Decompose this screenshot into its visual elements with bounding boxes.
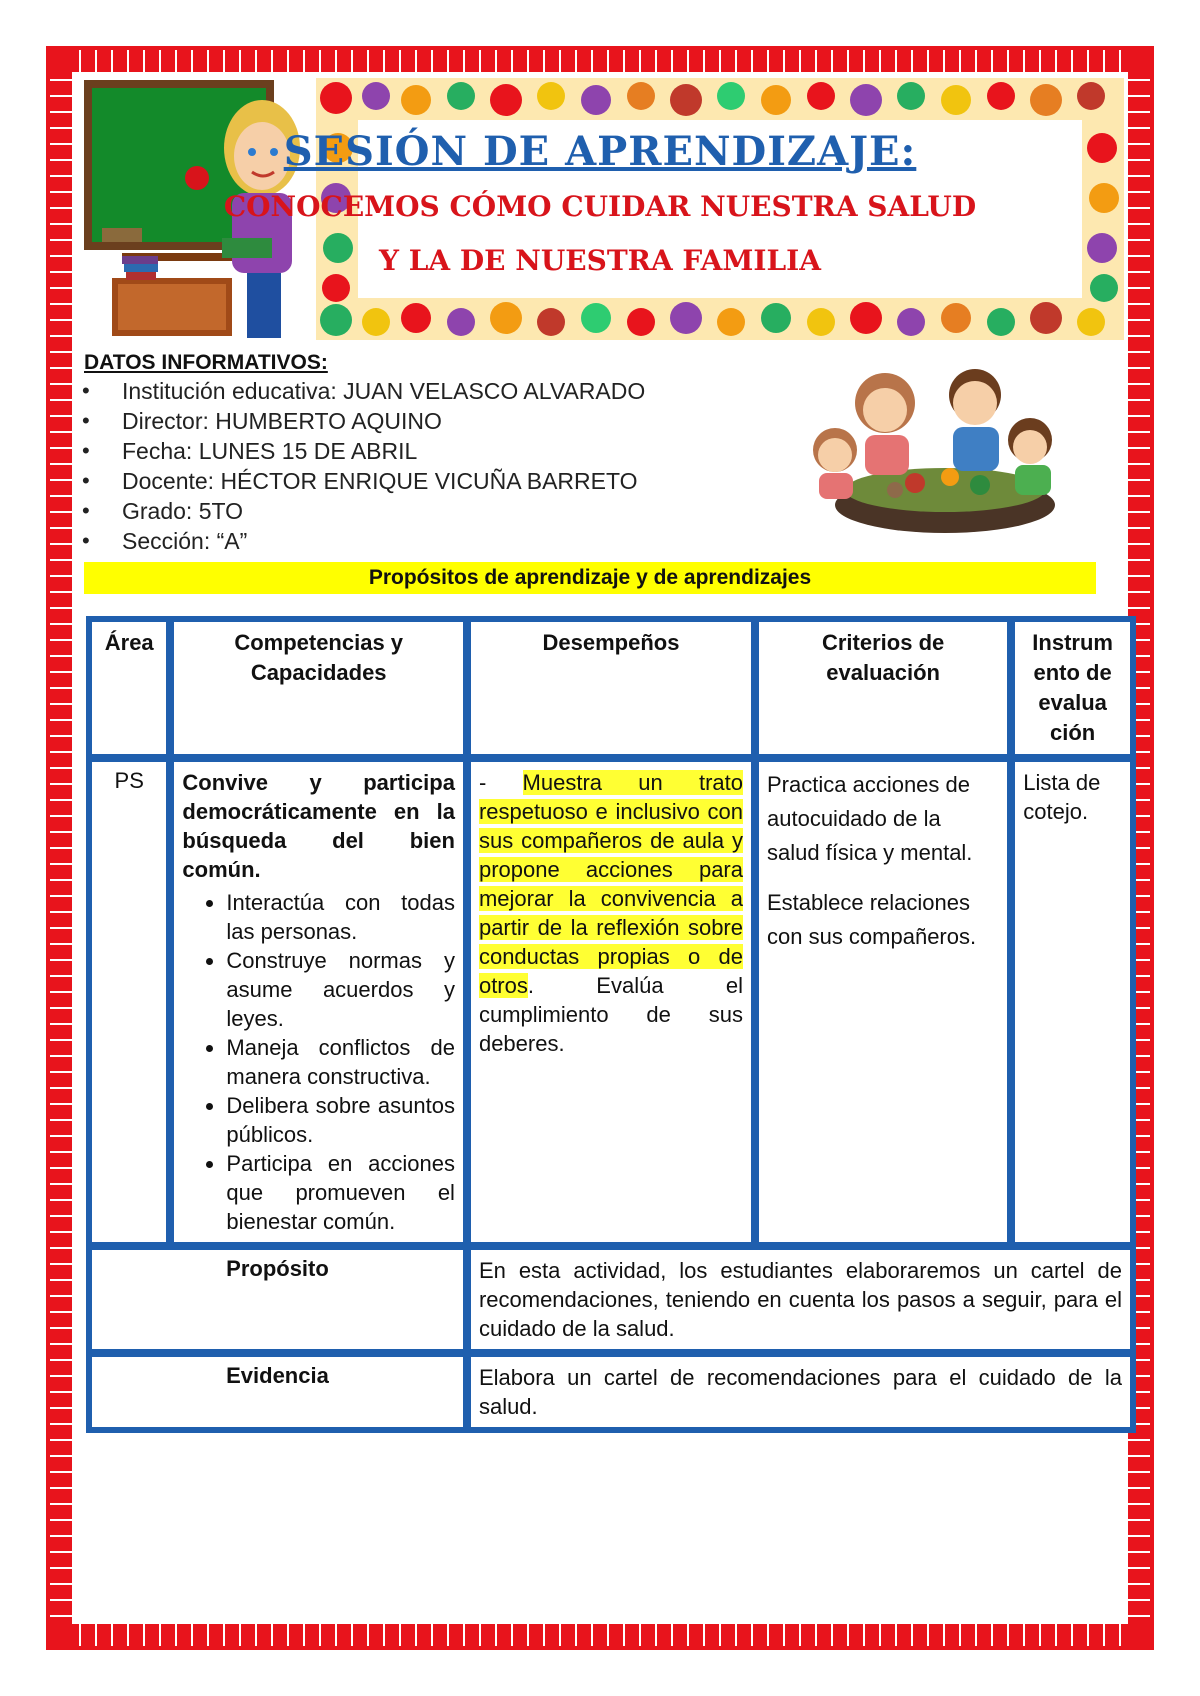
border-zigzag-bottom bbox=[72, 1624, 1128, 1646]
session-title: SESIÓN DE APRENDIZAJE: bbox=[283, 128, 917, 175]
session-subtitle-line-1: CONOCEMOS CÓMO CUIDAR NUESTRA SALUD bbox=[223, 190, 977, 223]
session-subtitle-line-2: Y LA DE NUESTRA FAMILIA bbox=[379, 244, 821, 277]
border-zigzag-left bbox=[50, 72, 72, 1624]
capacidad-item: • Participa en acciones que promueven el bienestar común. bbox=[226, 1149, 455, 1236]
border-zigzag-top bbox=[72, 50, 1128, 72]
cell-competencias bbox=[172, 760, 465, 1244]
header-instrumento: Instrum ento de evalua ción bbox=[1013, 620, 1132, 756]
header-competencias: Competencias y Capacidades bbox=[172, 620, 465, 756]
family-eating-illustration bbox=[775, 355, 1115, 537]
desempeno-prefix: - bbox=[478, 770, 523, 795]
cell-area: PS bbox=[90, 760, 168, 1244]
desempeno-rest: . Evalúa el cumplimiento de sus deberes. bbox=[478, 973, 743, 1056]
competencia-text: Convive y participa democráticamente en la búsqueda del bien común. bbox=[182, 770, 455, 882]
capacidades-list bbox=[182, 888, 455, 1236]
proposito-text: En esta actividad, los estudiantes elaboraremos un cartel de recomendaciones, teniendo en cuenta los pasos a seguir, para el cuidado de la salud. bbox=[469, 1248, 1132, 1351]
desempeno-highlighted: Muestra un trato respetuoso e inclusivo con sus compañeros de aula y propone acciones para mejorar la convivencia a partir de la reflexión sobre conductas propias o de otros bbox=[478, 770, 743, 998]
datos-item-docente: • Docente: HÉCTOR ENRIQUE VICUÑA BARRETO bbox=[82, 466, 645, 496]
datos-item-fecha: • Fecha: LUNES 15 DE ABRIL bbox=[82, 436, 645, 466]
header-criterios: Criterios de evaluación bbox=[757, 620, 1009, 756]
evidencia-label: Evidencia bbox=[90, 1355, 465, 1429]
datos-item-director: • Director: HUMBERTO AQUINO bbox=[82, 406, 645, 436]
header-desempenos: Desempeños bbox=[469, 620, 753, 756]
datos-item-grado: • Grado: 5TO bbox=[82, 496, 645, 526]
evidencia-row bbox=[90, 1355, 1132, 1429]
learning-table bbox=[86, 616, 1136, 1433]
proposito-label: Propósito bbox=[90, 1248, 465, 1351]
proposito-row bbox=[90, 1248, 1132, 1351]
capacidad-item: • Maneja conflictos de manera constructiva. bbox=[226, 1033, 455, 1091]
datos-heading: DATOS INFORMATIVOS: bbox=[84, 351, 328, 374]
proposals-heading: Propósitos de aprendizaje y de aprendizajes bbox=[84, 562, 1096, 594]
criterio-item: Establece relaciones con sus compañeros. bbox=[767, 890, 977, 949]
capacidad-item: • Interactúa con todas las personas. bbox=[226, 888, 455, 946]
table-header-row bbox=[90, 620, 1132, 756]
learning-grid bbox=[86, 616, 1136, 1433]
datos-list bbox=[82, 376, 645, 556]
evidencia-text: Elabora un cartel de recomendaciones para el cuidado de la salud. bbox=[469, 1355, 1132, 1429]
cell-instrumento: Lista de cotejo. bbox=[1013, 760, 1132, 1244]
capacidad-item: • Construye normas y asume acuerdos y leyes. bbox=[226, 946, 455, 1033]
header-area: Área bbox=[90, 620, 168, 756]
capacidad-item: • Delibera sobre asuntos públicos. bbox=[226, 1091, 455, 1149]
cell-criterios bbox=[757, 760, 1009, 1244]
cell-desempenos bbox=[469, 760, 753, 1244]
criterio-item: Practica acciones de autocuidado de la salud física y mental. bbox=[767, 772, 973, 865]
table-row bbox=[90, 760, 1132, 1244]
datos-item-seccion: • Sección: “A” bbox=[82, 526, 645, 556]
datos-item-institucion: • Institución educativa: JUAN VELASCO ALVARADO bbox=[82, 376, 645, 406]
